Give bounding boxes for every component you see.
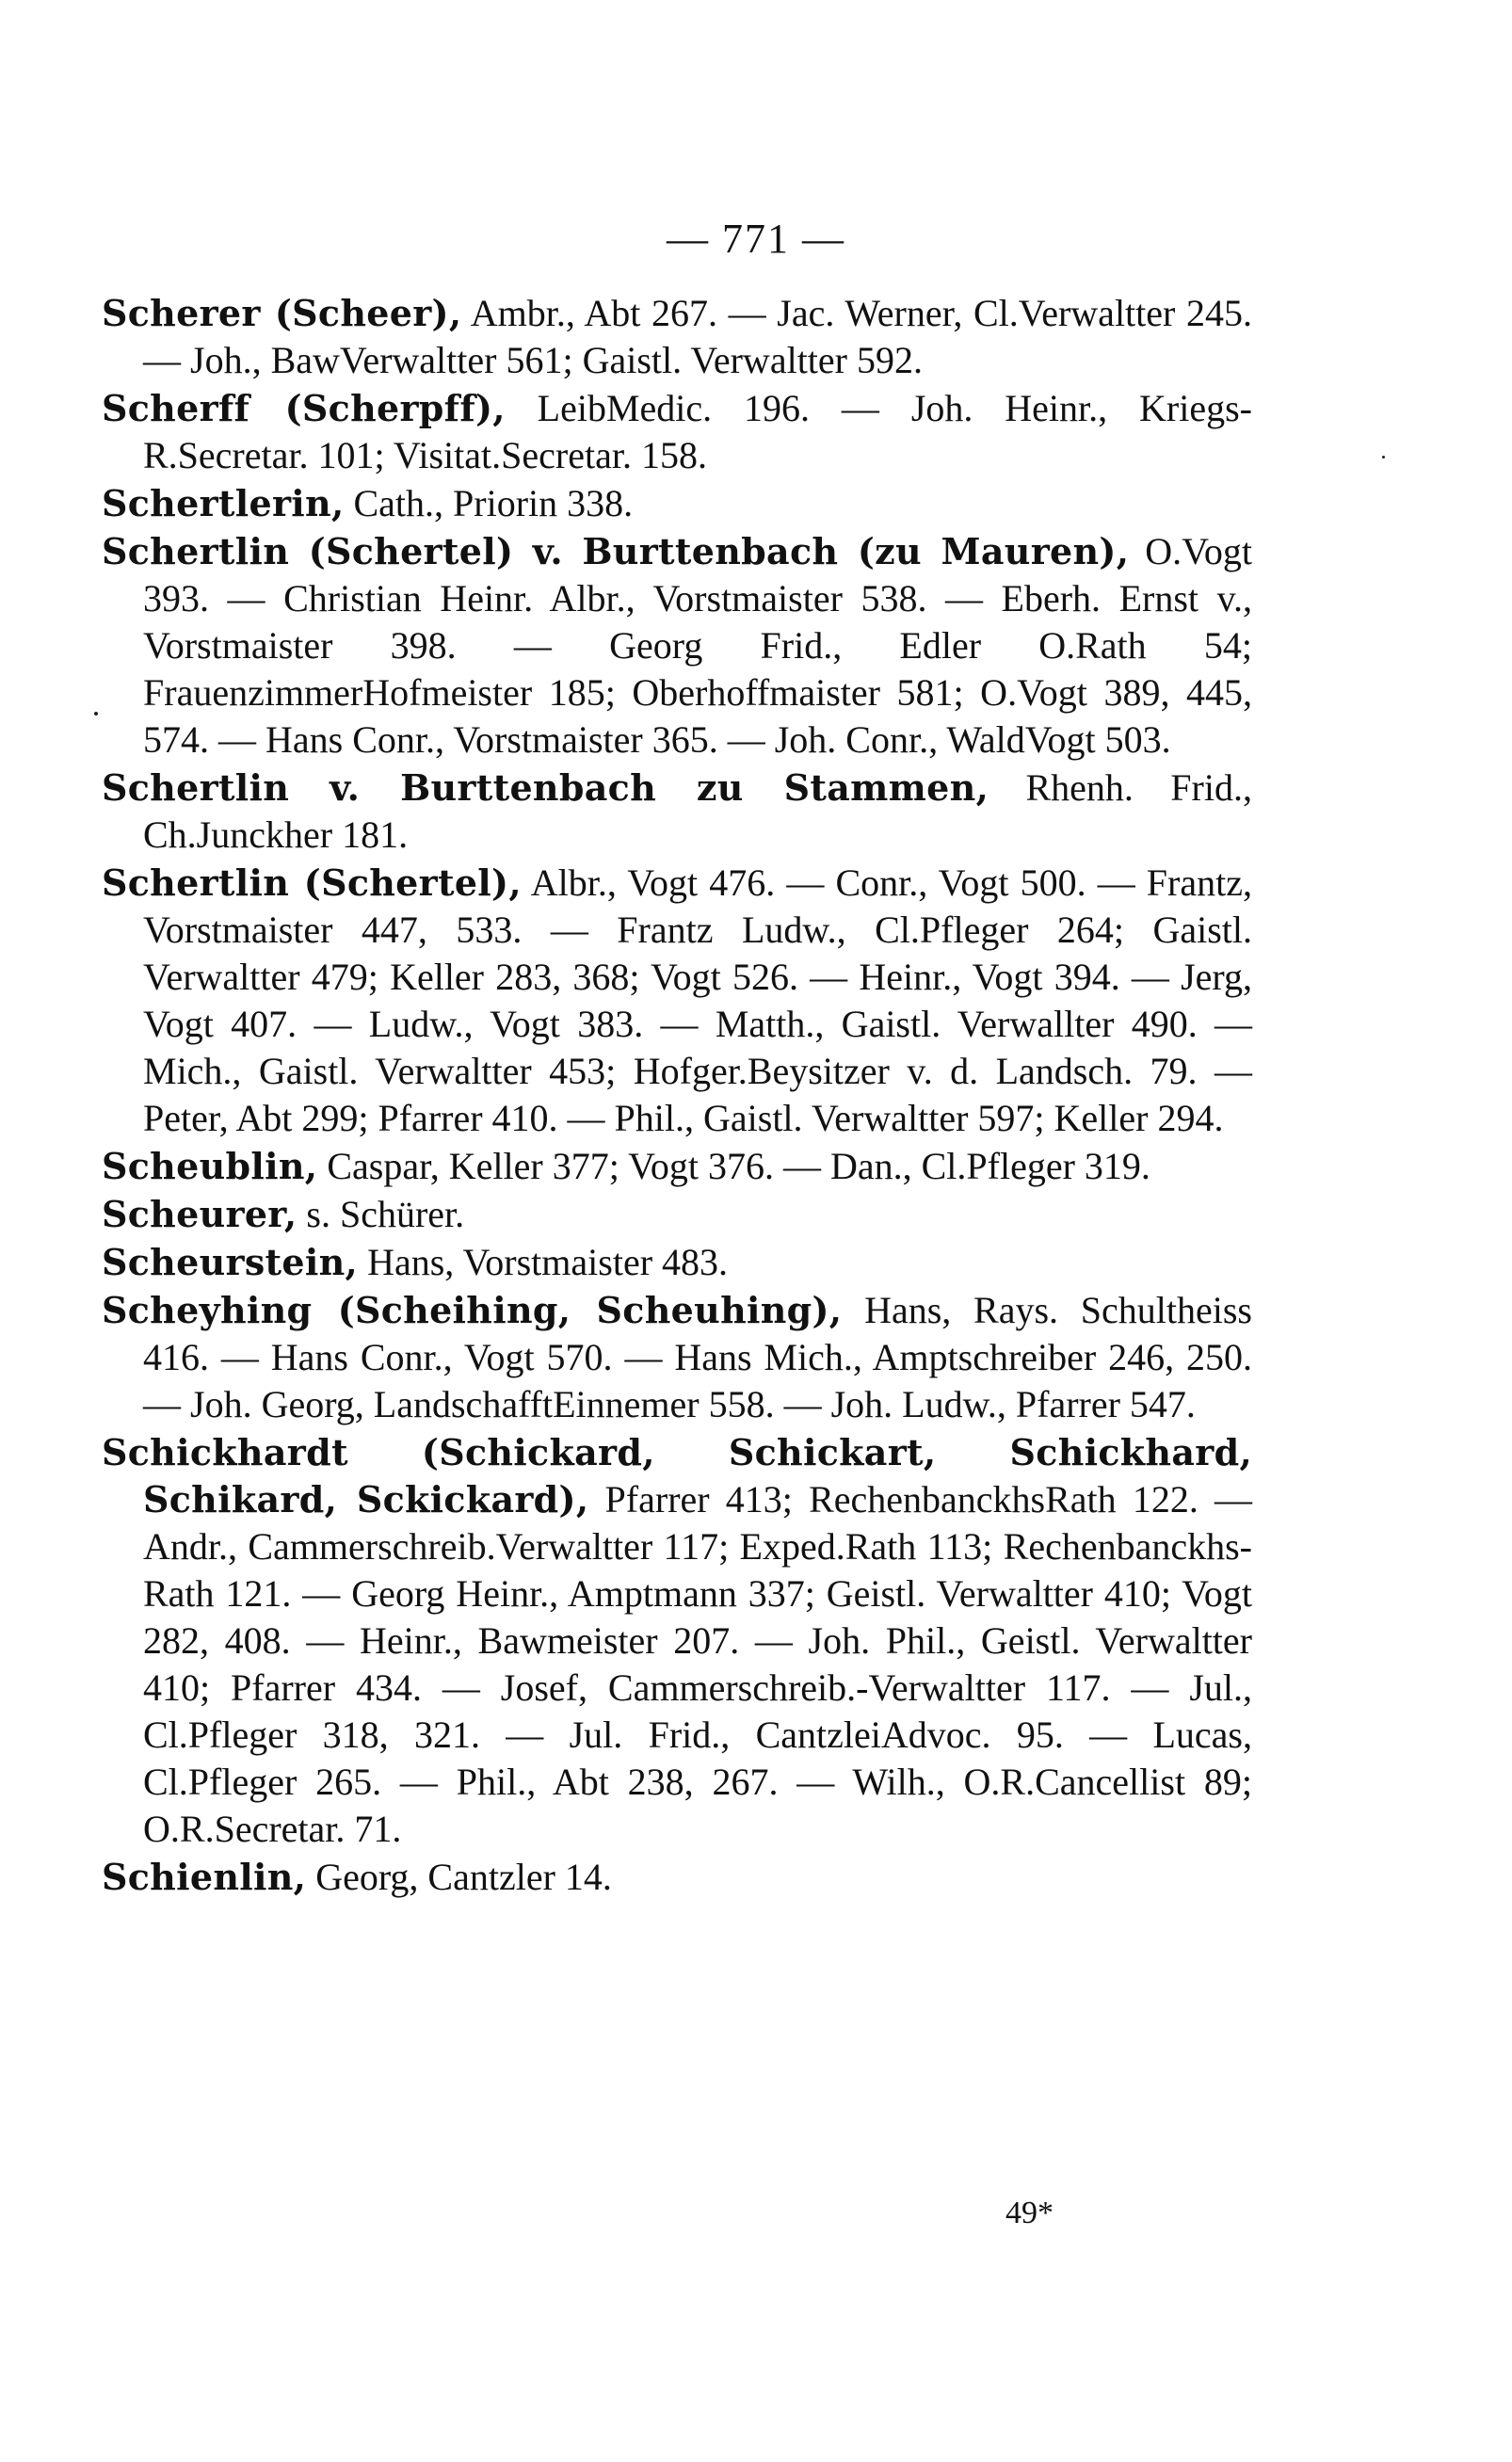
entry-surname: Schertlerin, — [102, 482, 345, 524]
entry-details: Hans, Vorstmaister 483. — [358, 1241, 729, 1283]
index-entry — [102, 1191, 1252, 1238]
index-entry — [102, 385, 1252, 479]
entry-details: LeibMedic. 196. — Joh. Heinr., Kriegs-R.Secretar. 101; Visitat.Secretar. 158. — [143, 387, 1252, 476]
index-entry — [102, 290, 1252, 384]
ink-speck — [94, 712, 98, 716]
entry-details: Cath., Priorin 338. — [344, 482, 634, 524]
entry-surname: Scherff (Scherpff), — [102, 387, 506, 429]
entry-details: Ambr., Abt 267. — Jac. Werner, Cl.Verwaltter 245. — Joh., BawVerwaltter 561; Gaistl. Verwaltter 592. — [143, 292, 1252, 381]
index-entry — [102, 1854, 1252, 1901]
index-entry — [102, 1429, 1252, 1853]
index-entry — [102, 1287, 1252, 1428]
page-number: — 771 — — [667, 216, 845, 262]
entry-surname: Schickhardt (Schickard, Schickart, Schickhard, Schikard, Sckickard), — [102, 1431, 1252, 1521]
entry-surname: Schertlin (Schertel), — [102, 861, 522, 904]
index-entry — [102, 528, 1252, 764]
entry-details: Hans, Rays. Schultheiss 416. — Hans Conr., Vogt 570. — Hans Mich., Amptschreiber 246, 250. — Joh. Georg, LandschafftEinnemer 558. — Joh. Ludw., Pfarrer 547. — [143, 1289, 1252, 1425]
entry-surname: Scheurer, — [102, 1193, 298, 1235]
entry-surname: Schienlin, — [102, 1856, 307, 1898]
entry-details: O.Vogt 393. — Christian Heinr. Albr., Vorstmaister 538. — Eberh. Ernst v., Vorstmaister 398. — Georg Frid., Edler O.Rath 54; FrauenzimmerHofmeister 185; Oberhoffmaister 581; O.Vogt 389, 445, 574. — Hans Conr., Vorstmaister 365. — Joh. Conr., WaldVogt 503. — [143, 530, 1252, 761]
entry-details: Rhenh. Frid., Ch.Junckher 181. — [143, 766, 1252, 856]
entry-details: Caspar, Keller 377; Vogt 376. — Dan., Cl.Pfleger 319. — [317, 1145, 1150, 1187]
index-entries — [102, 290, 1252, 1902]
index-entry — [102, 860, 1252, 1142]
entry-surname: Scheublin, — [102, 1145, 318, 1187]
entry-details: Georg, Cantzler 14. — [306, 1856, 612, 1898]
ink-speck — [1382, 456, 1385, 459]
index-entry — [102, 764, 1252, 859]
entry-surname: Schertlin v. Burttenbach zu Stammen, — [102, 766, 989, 809]
entry-surname: Scheyhing (Scheihing, Scheuhing), — [102, 1289, 843, 1331]
entry-details: Pfarrer 413; RechenbanckhsRath 122. — Andr., Cammerschreib.Verwaltter 117; Exped.Rath 113; Rechenbanckhs-Rath 121. — Georg Heinr., Amptmann 337; Geistl. Verwaltter 410; Vogt 282, 408. — Heinr., Bawmeister 207. — Joh. Phil., Geistl. Verwaltter 410; Pfarrer 434. — Josef, Cammerschreib.-Verwaltter 117. — Jul., Cl.Pfleger 318, 321. — Jul. Frid., CantzleiAdvoc. 95. — Lucas, Cl.Pfleger 265. — Phil., Abt 238, 267. — Wilh., O.R.Cancellist 89; O.R.Secretar. 71. — [143, 1478, 1252, 1850]
index-entry — [102, 1143, 1252, 1190]
index-entry — [102, 480, 1252, 527]
entry-surname: Scheurstein, — [102, 1241, 359, 1283]
entry-details: s. Schürer. — [297, 1193, 465, 1235]
signature-mark: 49* — [1005, 2196, 1054, 2230]
entry-surname: Schertlin (Schertel) v. Burttenbach (zu Mauren), — [102, 530, 1130, 572]
index-entry — [102, 1239, 1252, 1286]
entry-surname: Scherer (Scheer), — [102, 292, 462, 334]
entry-details: Albr., Vogt 476. — Conr., Vogt 500. — Frantz, Vorstmaister 447, 533. — Frantz Ludw., Cl.Pfleger 264; Gaistl. Verwaltter 479; Keller 283, 368; Vogt 526. — Heinr., Vogt 394. — Jerg, Vogt 407. — Ludw., Vogt 383. — Matth., Gaistl. Verwallter 490. — Mich., Gaistl. Verwaltter 453; Hofger.Beysitzer v. d. Landsch. 79. — Peter, Abt 299; Pfarrer 410. — Phil., Gaistl. Verwaltter 597; Keller 294. — [143, 861, 1252, 1139]
